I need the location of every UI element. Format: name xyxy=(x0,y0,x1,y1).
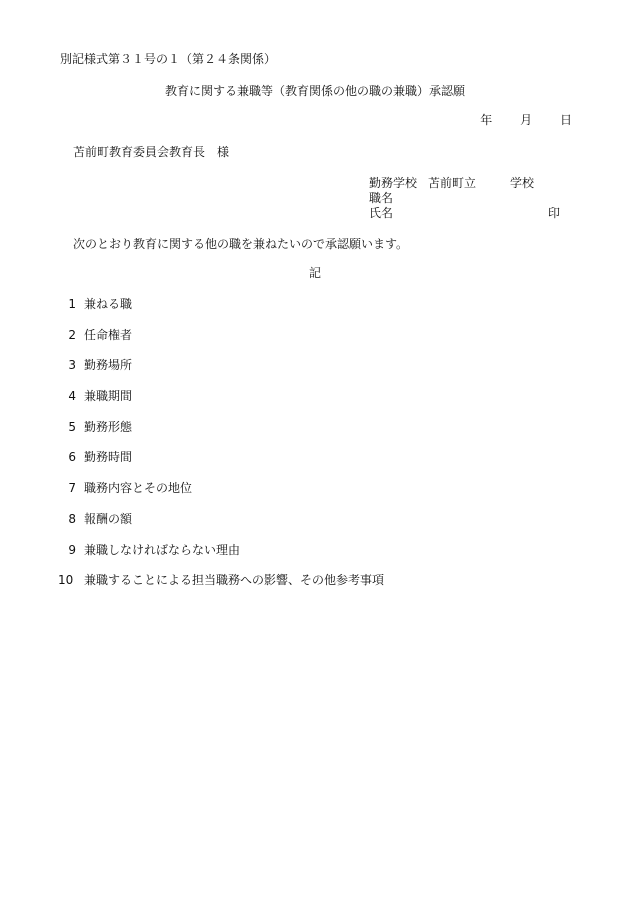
date-day: 日 xyxy=(559,113,572,127)
position-label: 職名 xyxy=(369,191,394,205)
date-month: 月 xyxy=(520,113,533,127)
item-number: 4 xyxy=(68,389,76,404)
item-number: 10 xyxy=(58,573,74,588)
name-label: 氏名 xyxy=(369,206,394,220)
date-line xyxy=(456,113,572,127)
item-label: 兼職期間 xyxy=(84,389,133,404)
item-label: 職務内容とその地位 xyxy=(84,481,193,496)
item-label: 兼ねる職 xyxy=(84,297,133,311)
item-number: 7 xyxy=(68,481,76,496)
item-label: 報酬の額 xyxy=(84,511,133,526)
form-number: 別記様式第３１号の１（第２４条関係） xyxy=(60,52,277,66)
request-statement: 次のとおり教育に関する他の職を兼ねたいので承認願います。 xyxy=(73,237,409,251)
item-label: 兼職することによる担当職務への影響、その他参考事項 xyxy=(84,573,385,588)
item-number: 6 xyxy=(68,450,76,465)
item-number: 1 xyxy=(68,297,76,311)
school-prefix: 苫前町立 xyxy=(428,176,477,190)
applicant-block xyxy=(369,176,569,221)
school-row xyxy=(369,176,569,191)
item-number: 2 xyxy=(68,327,76,342)
item-number: 3 xyxy=(68,358,76,373)
item-number: 5 xyxy=(68,419,76,434)
item-label: 任命権者 xyxy=(84,327,133,342)
item-label: 兼職しなければならない理由 xyxy=(84,542,241,557)
position-row xyxy=(369,191,569,206)
ki-heading: 記 xyxy=(308,266,321,280)
seal-mark: 印 xyxy=(548,206,561,220)
item-label: 勤務時間 xyxy=(84,450,133,465)
item-label: 勤務場所 xyxy=(84,358,133,373)
document-title: 教育に関する兼職等（教育関係の他の職の兼職）承認願 xyxy=(164,84,465,98)
item-number: 8 xyxy=(68,511,76,526)
item-number: 9 xyxy=(68,542,76,557)
school-suffix: 学校 xyxy=(510,176,535,190)
school-label: 勤務学校 xyxy=(369,176,418,190)
name-row xyxy=(369,206,569,221)
addressee: 苫前町教育委員会教育長 様 xyxy=(73,145,230,159)
item-label: 勤務形態 xyxy=(84,419,133,434)
date-year: 年 xyxy=(480,113,493,127)
